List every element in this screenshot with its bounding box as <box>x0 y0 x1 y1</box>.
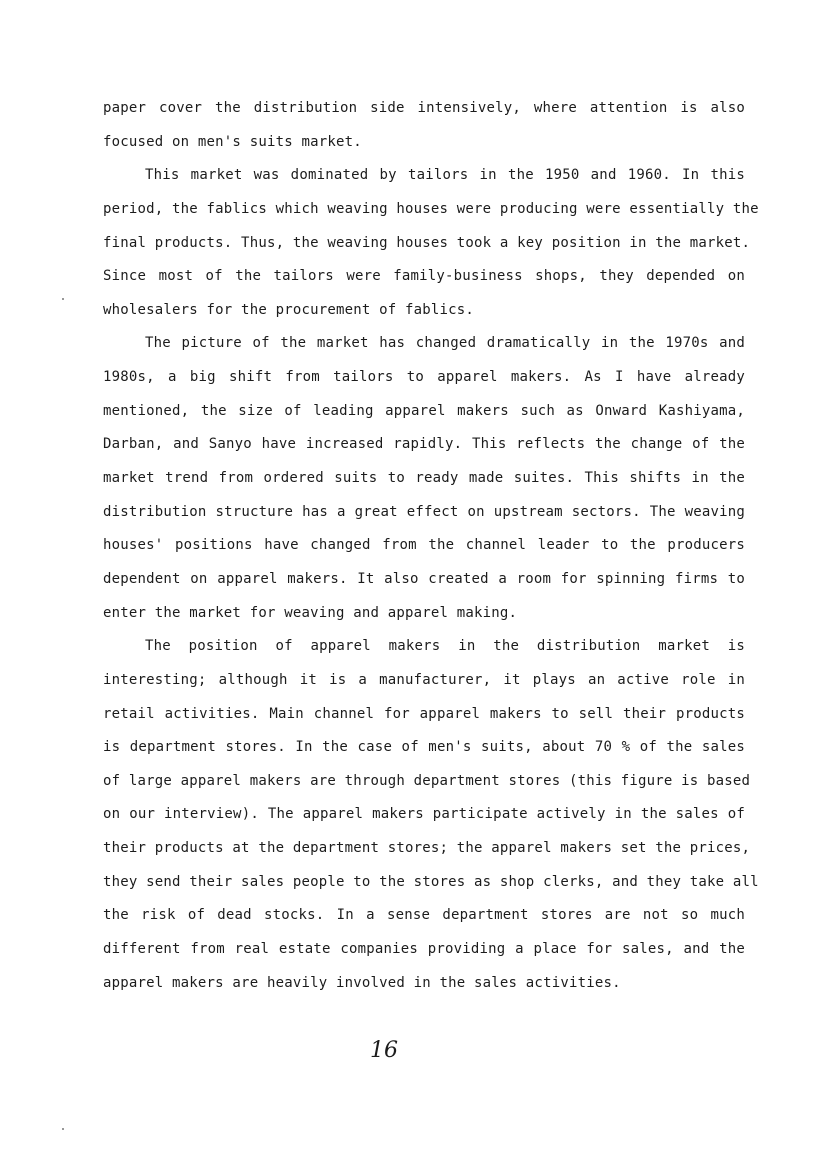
text-line: The picture of the market has changed dramatically in the 1970s and <box>145 335 745 352</box>
text-line: Darban, and Sanyo have increased rapidly. This reflects the change of the <box>103 436 745 453</box>
text-line: paper cover the distribution side intensively, where attention is also <box>103 100 745 116</box>
body-text <box>103 92 759 1000</box>
text-line: enter the market for weaving and apparel making. <box>103 604 518 621</box>
text-line: apparel makers are heavily involved in the sales activities. <box>103 974 621 991</box>
text-line: on our interview). The apparel makers participate actively in the sales of <box>103 806 745 823</box>
text-line: distribution structure has a great effect on upstream sectors. The weaving <box>103 503 745 520</box>
paragraph <box>103 630 759 1000</box>
text-line: The position of apparel makers in the distribution market is <box>145 638 745 655</box>
text-line: they send their sales people to the stores as shop clerks, and they take all <box>103 873 759 890</box>
page-number: 16 <box>370 1038 398 1063</box>
text-line: market trend from ordered suits to ready made suites. This shifts in the <box>103 470 745 487</box>
text-line: the risk of dead stocks. In a sense department stores are not so much <box>103 907 745 924</box>
text-line: Since most of the tailors were family-business shops, they depended on <box>103 268 745 285</box>
text-line: houses' positions have changed from the channel leader to the producers <box>103 537 745 554</box>
text-line: final products. Thus, the weaving houses took a key position in the market. <box>103 234 751 251</box>
text-line: different from real estate companies providing a place for sales, and the <box>103 941 745 958</box>
paragraph <box>103 159 759 327</box>
text-line: This market was dominated by tailors in the 1950 and 1960. In this <box>145 167 745 184</box>
text-line: mentioned, the size of leading apparel makers such as Onward Kashiyama, <box>103 402 745 419</box>
text-line: interesting; although it is a manufacturer, it plays an active role in <box>103 671 745 688</box>
text-line: period, the fablics which weaving houses were producing were essentially the <box>103 200 759 217</box>
paragraph <box>103 327 745 630</box>
text-line: their products at the department stores; the apparel makers set the prices, <box>103 840 751 857</box>
text-line: of large apparel makers are through department stores (this figure is based <box>103 772 751 789</box>
scan-speck <box>62 1128 64 1130</box>
scan-speck <box>62 298 64 300</box>
text-line: 1980s, a big shift from tailors to apparel makers. As I have already <box>103 369 745 386</box>
text-line: focused on men's suits market. <box>103 133 362 150</box>
text-line: dependent on apparel makers. It also created a room for spinning firms to <box>103 570 745 587</box>
text-line: is department stores. In the case of men's suits, about 70 % of the sales <box>103 739 745 756</box>
text-line: wholesalers for the procurement of fablics. <box>103 301 475 318</box>
text-line: retail activities. Main channel for apparel makers to sell their products <box>103 705 745 722</box>
paragraph <box>103 92 745 159</box>
